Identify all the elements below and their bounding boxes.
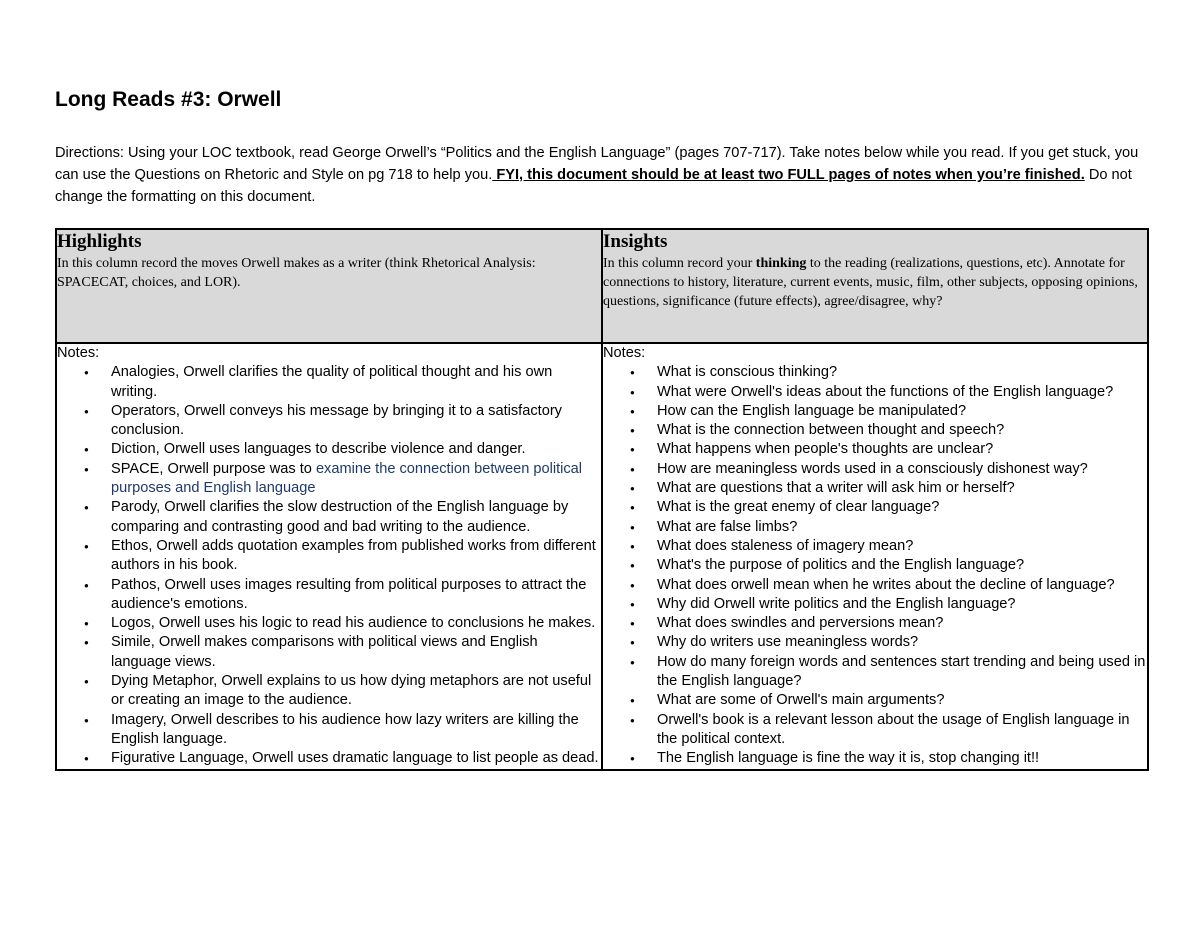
insights-list bbox=[603, 363, 1147, 768]
page-title: Long Reads #3: Orwell bbox=[55, 88, 282, 111]
insights-header bbox=[602, 229, 1148, 343]
directions-end: Do not change the formatting on this document. bbox=[55, 167, 1132, 205]
list-item: ● Orwell's book is a relevant lesson about the usage of English language in the political context. bbox=[657, 711, 1147, 750]
highlights-description: In this column record the moves Orwell makes as a writer (think Rhetorical Analysis: SPACECAT, choices, and LOR). bbox=[57, 256, 536, 290]
list-item: ● Imagery, Orwell describes to his audience how lazy writers are killing the English language. bbox=[111, 711, 601, 750]
list-item: ● Why do writers use meaningless words? bbox=[657, 633, 1147, 652]
list-item: ● What happens when people's thoughts are unclear? bbox=[657, 440, 1147, 459]
list-item: ● Operators, Orwell conveys his message by bringing it to a satisfactory conclusion. bbox=[111, 402, 601, 441]
insights-notes-cell[interactable] bbox=[602, 343, 1148, 770]
directions-text: Directions: Using your LOC textbook, read George Orwell’s “Politics and the English Language” (pages 707-717). Take notes below while you read. If you get stuck, you can use the Questions on Rhetoric and Style on pg 718 to help you. bbox=[55, 145, 1139, 183]
list-item: ● What are some of Orwell's main arguments? bbox=[657, 691, 1147, 710]
list-item: ● What does staleness of imagery mean? bbox=[657, 537, 1147, 556]
list-item: ● What were Orwell's ideas about the functions of the English language? bbox=[657, 383, 1147, 402]
table-header-row bbox=[56, 229, 1148, 343]
list-item: ● What is conscious thinking? bbox=[657, 363, 1147, 382]
list-item: ● How are meaningless words used in a consciously dishonest way? bbox=[657, 460, 1147, 479]
highlights-notes-label: Notes: bbox=[57, 345, 100, 361]
list-item: ● What is the connection between thought and speech? bbox=[657, 421, 1147, 440]
insights-description-bold: thinking bbox=[755, 256, 807, 271]
list-item: ● Pathos, Orwell uses images resulting from political purposes to attract the audience's emotions. bbox=[111, 576, 601, 615]
list-item: ● What are questions that a writer will ask him or herself? bbox=[657, 479, 1147, 498]
list-item: ● What is the great enemy of clear language? bbox=[657, 498, 1147, 517]
list-item: ● Dying Metaphor, Orwell explains to us how dying metaphors are not useful or creating an image to the audience. bbox=[111, 672, 601, 711]
space-item-prefix: SPACE, Orwell purpose was to bbox=[111, 460, 316, 477]
insights-title: Insights bbox=[603, 231, 668, 252]
list-item: ● What does swindles and perversions mean? bbox=[657, 614, 1147, 633]
highlights-title: Highlights bbox=[57, 231, 142, 252]
list-item: ● Analogies, Orwell clarifies the quality of political thought and his own writing. bbox=[111, 363, 601, 402]
space-item-emphasis: examine the connection between political purposes and English language bbox=[111, 460, 583, 497]
list-item: ● Ethos, Orwell adds quotation examples from published works from different authors in his book. bbox=[111, 537, 601, 576]
directions bbox=[55, 142, 1145, 208]
list-item: ● Diction, Orwell uses languages to describe violence and danger. bbox=[111, 440, 601, 459]
list-item: ● What's the purpose of politics and the English language? bbox=[657, 556, 1147, 575]
highlights-header bbox=[56, 229, 602, 343]
list-item: ● Why did Orwell write politics and the English language? bbox=[657, 595, 1147, 614]
list-item: ● How do many foreign words and sentences start trending and being used in the English language? bbox=[657, 653, 1147, 692]
directions-fyi: FYI, this document should be at least two FULL pages of notes when you’re finished. bbox=[492, 167, 1085, 183]
list-item bbox=[111, 460, 601, 499]
list-item: ● Parody, Orwell clarifies the slow destruction of the English language by comparing and contrasting good and bad writing to the audience. bbox=[111, 498, 601, 537]
list-item: ● Figurative Language, Orwell uses dramatic language to list people as dead. bbox=[111, 749, 601, 768]
notes-table bbox=[55, 228, 1149, 771]
list-item: ● Simile, Orwell makes comparisons with political views and English language views. bbox=[111, 633, 601, 672]
list-item: ● The English language is fine the way it is, stop changing it!! bbox=[657, 749, 1147, 768]
insights-description bbox=[603, 256, 1138, 309]
table-body-row bbox=[56, 343, 1148, 770]
list-item: ● What are false limbs? bbox=[657, 518, 1147, 537]
highlights-notes-cell[interactable] bbox=[56, 343, 602, 770]
list-item: ● Logos, Orwell uses his logic to read his audience to conclusions he makes. bbox=[111, 614, 601, 633]
insights-notes-label: Notes: bbox=[603, 345, 646, 361]
list-item: ● What does orwell mean when he writes about the decline of language? bbox=[657, 576, 1147, 595]
list-item: ● How can the English language be manipulated? bbox=[657, 402, 1147, 421]
highlights-list bbox=[57, 363, 601, 768]
insights-description-post: to the reading (realizations, questions, etc). Annotate for connections to history, literature, current events, music, film, other subjects, opposing opinions, questions, significance (future effects), agree/disagree, why? bbox=[603, 256, 1138, 309]
insights-description-pre: In this column record your bbox=[603, 256, 756, 271]
